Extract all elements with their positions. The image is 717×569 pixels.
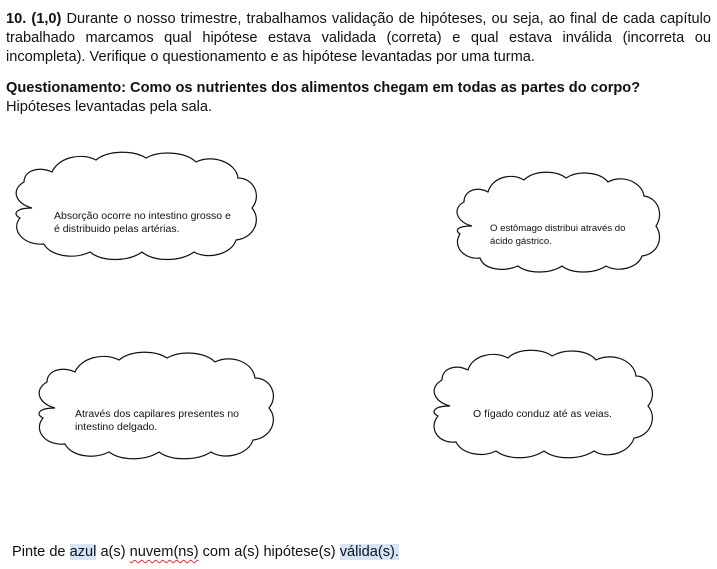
hypothesis-text-2: O estômago distribui através do ácido gástrico.	[490, 223, 626, 247]
hypothesis-cloud-2[interactable]	[452, 170, 664, 273]
hypothesis-text-4: O fígado conduz até as veias.	[473, 408, 612, 420]
instruction-part-2: a(s)	[96, 544, 130, 560]
hypotheses-title: Hipóteses levantadas pela sala.	[6, 99, 213, 115]
spell-flag-nuvem: nuvem(ns)	[129, 544, 199, 560]
question-score: (1,0)	[31, 11, 62, 27]
hypothesis-text-3: Através dos capilares presentes no intestino delgado.	[75, 408, 240, 433]
cloud-shape-icon	[33, 348, 279, 461]
highlight-azul: azul	[69, 544, 97, 560]
instruction-text	[12, 543, 399, 562]
highlight-valida: válida(s).	[339, 544, 399, 560]
hypothesis-cloud-3[interactable]	[33, 348, 279, 461]
instruction-part-1: Pinte de	[12, 544, 70, 560]
hypothesis-cloud-1[interactable]	[10, 150, 262, 260]
hypothesis-text-1: Absorção ocorre no intestino grosso e é distribuido pelas artérias.	[54, 210, 231, 235]
question-intro-text: Durante o nosso trimestre, trabalhamos validação de hipóteses, ou seja, ao final de cada capítulo trabalhado marcamos qual hipótese estava validada (correta) e qual estava inválida (incorreta ou incompleta). Verifique o questionamento e as hipótese levantadas por uma turma.	[6, 11, 711, 65]
question-prompt: Questionamento: Como os nutrientes dos alimentos chegam em todas as partes do corpo?	[6, 80, 641, 96]
instruction-part-3: com a(s) hipótese(s)	[198, 544, 340, 560]
question-intro	[6, 10, 711, 67]
cloud-shape-icon	[10, 150, 262, 260]
cloud-shape-icon	[428, 346, 658, 460]
question-number: 10.	[6, 11, 27, 27]
hypothesis-cloud-4[interactable]	[428, 346, 658, 460]
